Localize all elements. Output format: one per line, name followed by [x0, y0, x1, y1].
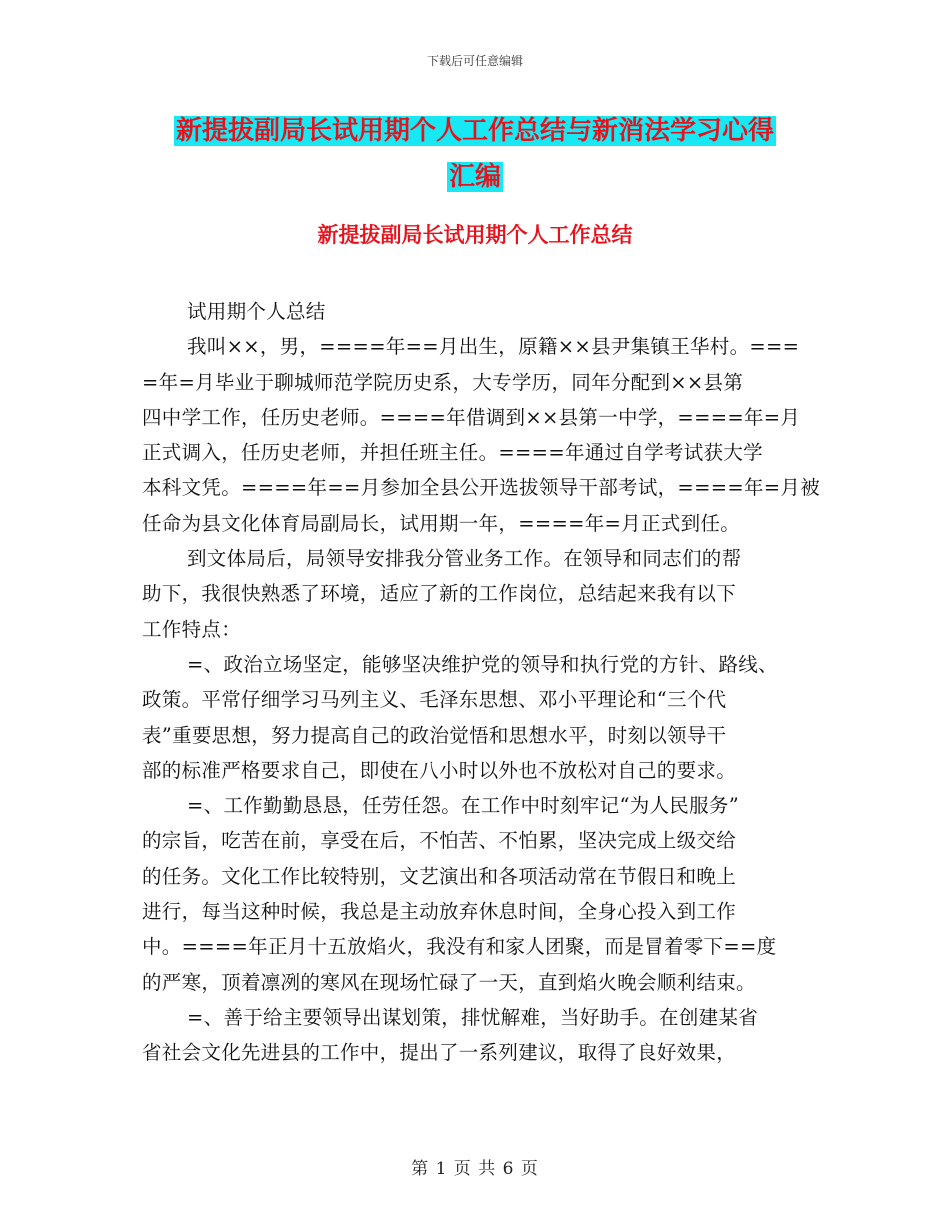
text-line: =、政治立场坚定，能够坚决维护党的领导和执行党的方针、路线、	[187, 652, 778, 676]
text-line: 的严寒，顶着凛冽的寒风在现场忙碌了一天，直到焰火晚会顺利结束。	[142, 970, 756, 994]
document-title-line2: 汇编	[448, 162, 501, 192]
text-line: 正式调入，任历史老师，并担任班主任。====年通过自学考试获大学	[142, 441, 763, 465]
text-line: 中。====年正月十五放焰火，我没有和家人团聚，而是冒着零下==度	[142, 935, 777, 959]
text-line: =年=月毕业于聊城师范学院历史系，大专学历，同年分配到××县第	[142, 370, 744, 394]
section-title: 新提拔副局长试用期个人工作总结	[317, 222, 633, 247]
text-line: =、善于给主要领导出谋划策，排忧解难，当好助手。在创建某省	[187, 1005, 759, 1029]
text-line: 试用期个人总结	[187, 300, 326, 323]
text-line: 任命为县文化体育局副局长，试用期一年，====年=月正式到任。	[142, 511, 740, 535]
body-text	[142, 294, 822, 1071]
text-line: 助下，我很快熟悉了环境，适应了新的工作岗位，总结起来我有以下	[142, 582, 737, 606]
document-title	[0, 108, 950, 200]
text-line: 的宗旨，吃苦在前，享受在后，不怕苦、不怕累，坚决完成上级交给	[142, 829, 737, 853]
text-line: 的任务。文化工作比较特别，文艺演出和各项活动常在节假日和晚上	[142, 864, 737, 888]
text-line: =、工作勤勤恳恳，任劳任怨。在工作中时刻牢记“为人民服务”	[187, 794, 739, 818]
text-line: 表”重要思想，努力提高自己的政治觉悟和思想水平，时刻以领导干	[142, 723, 727, 747]
page-header-note: 下载后可任意编辑	[426, 54, 523, 68]
text-line: 省社会文化先进县的工作中，提出了一系列建议，取得了良好效果，	[142, 1041, 737, 1065]
document-title-line1: 新提拔副局长试用期个人工作总结与新消法学习心得	[175, 116, 774, 146]
page-number-footer: 第 1 页 共 6 页	[411, 1159, 539, 1179]
text-line: 部的标准严格要求自己，即使在八小时以外也不放松对自己的要求。	[142, 758, 737, 782]
text-line: 本科文凭。====年==月参加全县公开选拔领导干部考试，====年=月被	[142, 476, 821, 500]
text-line: 政策。平常仔细学习马列主义、毛泽东思想、邓小平理论和“三个代	[142, 688, 727, 712]
text-line: 工作特点：	[142, 617, 242, 641]
text-line: 我叫××，男，====年==月出生，原籍××县尹集镇王华村。===	[187, 335, 800, 359]
text-line: 进行，每当这种时候，我总是主动放弃休息时间，全身心投入到工作	[142, 900, 737, 924]
text-line: 到文体局后，局领导安排我分管业务工作。在领导和同志们的帮	[187, 547, 742, 571]
text-line: 四中学工作，任历史老师。====年借调到××县第一中学，====年=月	[142, 405, 801, 429]
